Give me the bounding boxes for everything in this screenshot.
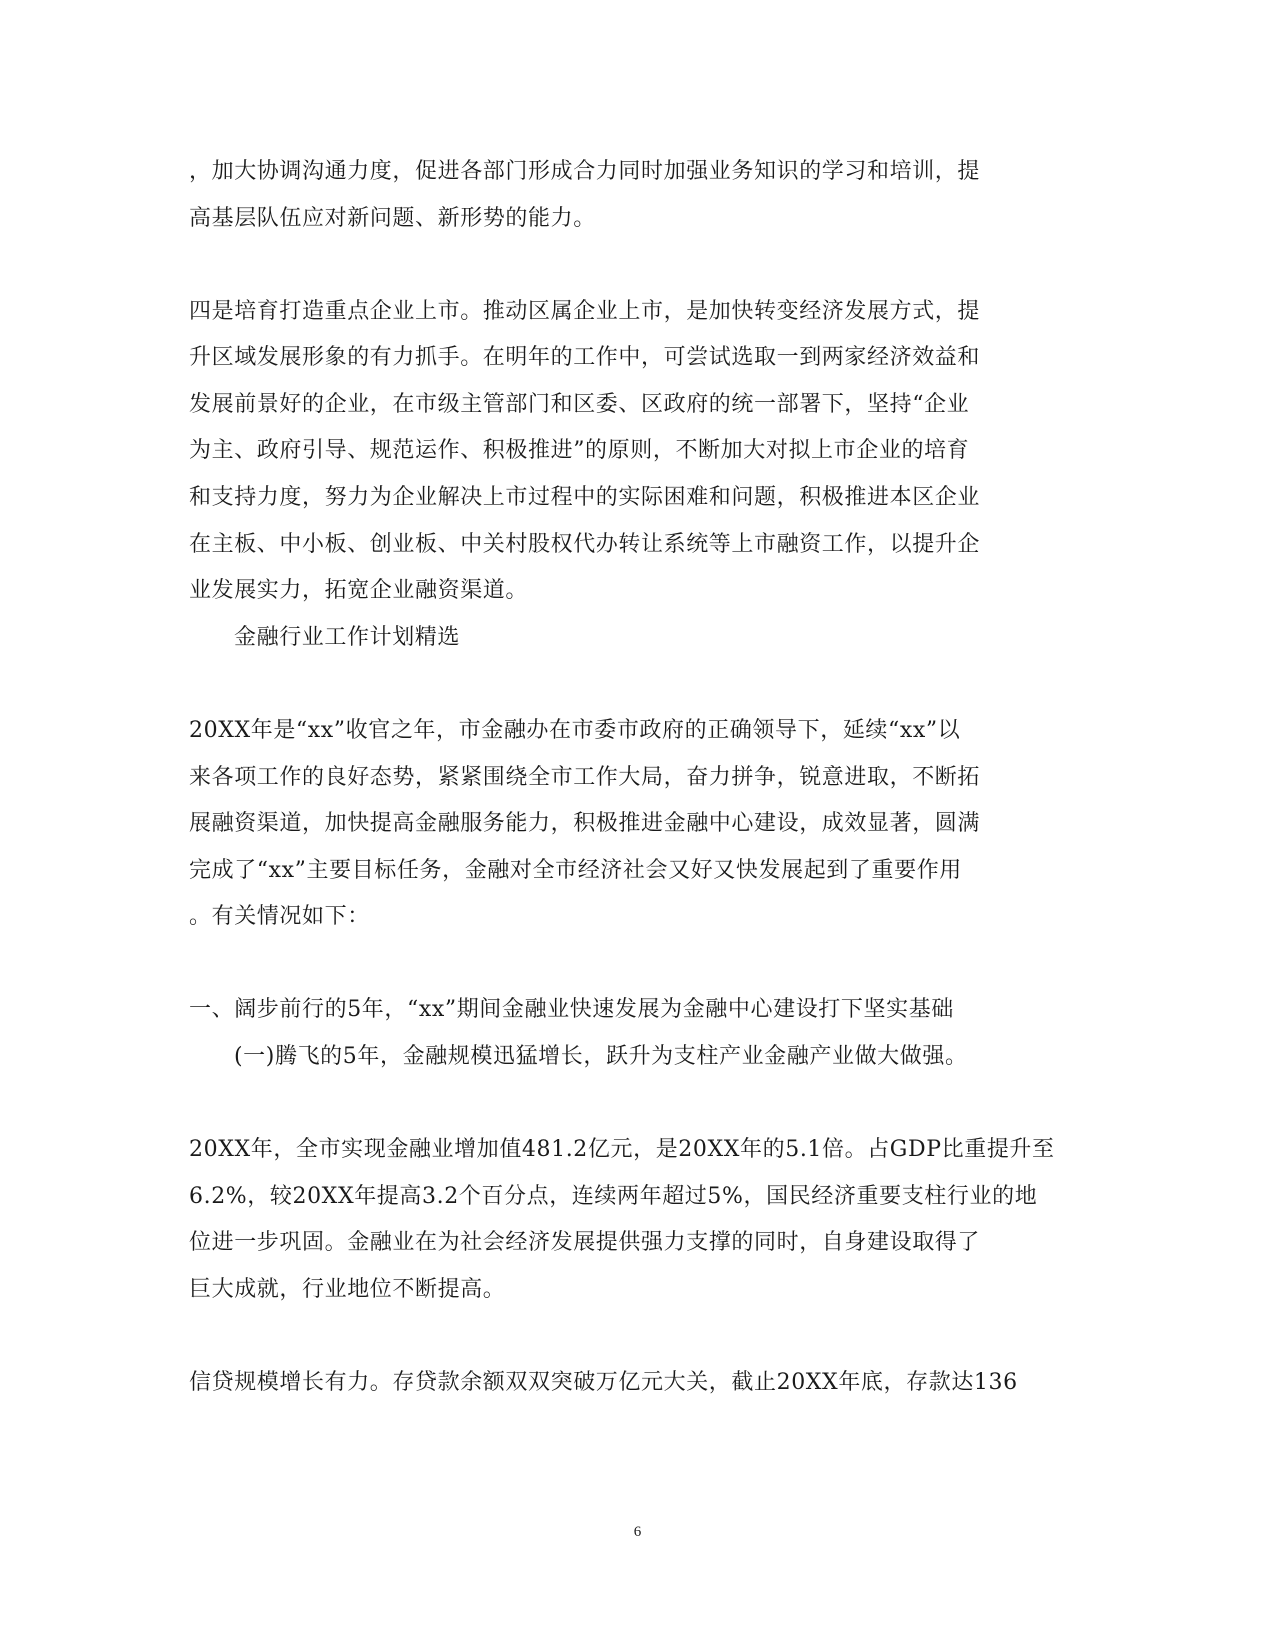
paragraph-2-line-4: 为主、政府引导、规范运作、积极推进”的原则，不断加大对拟上市企业的培育 [189,438,970,463]
section-heading: 金融行业工作计划精选 [234,625,461,650]
paragraph-2-line-3: 发展前景好的企业，在市级主管部门和区委、区政府的统一部署下，坚持“企业 [189,392,970,417]
paragraph-5-line-1: 信贷规模增长有力。存贷款余额双双突破万亿元大关，截止20XX年底，存款达136 [189,1370,1018,1395]
paragraph-2-line-1: 四是培育打造重点企业上市。推动区属企业上市，是加快转变经济发展方式，提 [189,299,981,324]
paragraph-4-line-3: 位进一步巩固。金融业在为社会经济发展提供强力支撑的同时，自身建设取得了 [189,1230,981,1255]
paragraph-3-line-5: 。有关情况如下： [189,904,370,929]
subsection-title: (一)腾飞的5年，金融规模迅猛增长，跃升为支柱产业金融产业做大做强。 [234,1044,968,1069]
paragraph-4-line-4: 巨大成就，行业地位不断提高。 [189,1277,506,1302]
paragraph-4-line-1: 20XX年，全市实现金融业增加值481.2亿元，是20XX年的5.1倍。占GDP比重提升至 [189,1137,1055,1162]
paragraph-1-line-2: 高基层队伍应对新问题、新形势的能力。 [189,206,596,231]
paragraph-3-line-4: 完成了“xx”主要目标任务，金融对全市经济社会又好又快发展起到了重要作用 [189,858,962,883]
paragraph-2-line-7: 业发展实力，拓宽企业融资渠道。 [189,578,529,603]
paragraph-3-line-2: 来各项工作的良好态势，紧紧围绕全市工作大局，奋力拼争，锐意进取，不断拓 [189,765,981,790]
paragraph-1-line-1: ，加大协调沟通力度，促进各部门形成合力同时加强业务知识的学习和培训，提 [189,159,981,184]
paragraph-2-line-6: 在主板、中小板、创业板、中关村股权代办转让系统等上市融资工作，以提升企 [189,532,981,557]
paragraph-2-line-5: 和支持力度，努力为企业解决上市过程中的实际困难和问题，积极推进本区企业 [189,485,981,510]
page-number: 6 [633,1524,642,1540]
paragraph-4-line-2: 6.2%，较20XX年提高3.2个百分点，连续两年超过5%，国民经济重要支柱行业的地 [189,1184,1038,1209]
paragraph-3-line-1: 20XX年是“xx”收官之年，市金融办在市委市政府的正确领导下，延续“xx”以 [189,718,961,743]
section-title: 一、阔步前行的5年，“xx”期间金融业快速发展为金融中心建设打下坚实基础 [189,997,954,1022]
paragraph-2-line-2: 升区域发展形象的有力抓手。在明年的工作中，可尝试选取一到两家经济效益和 [189,345,981,370]
paragraph-3-line-3: 展融资渠道，加快提高金融服务能力，积极推进金融中心建设，成效显著，圆满 [189,811,981,836]
